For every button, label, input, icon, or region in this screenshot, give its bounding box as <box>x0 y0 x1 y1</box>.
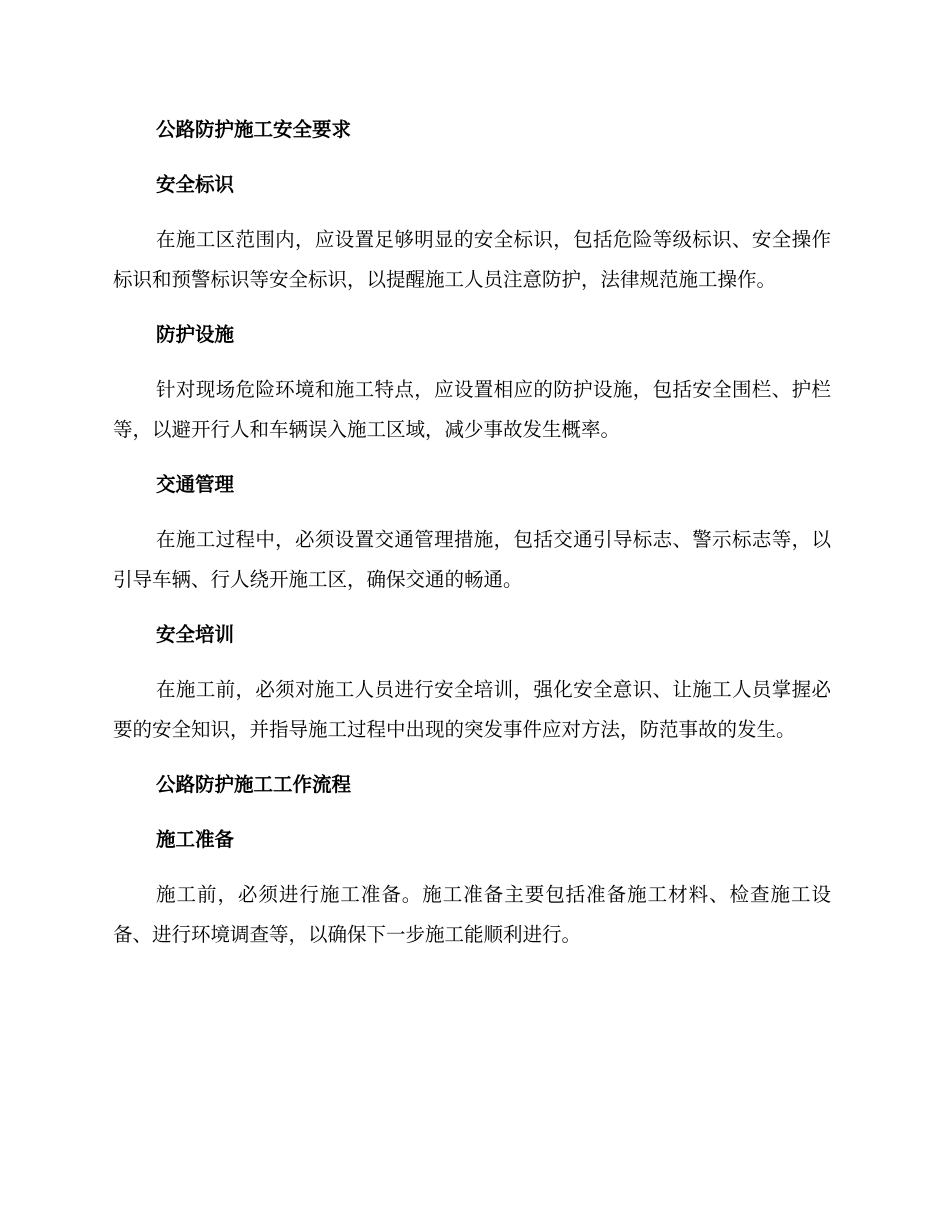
heading-safety-requirements: 公路防护施工安全要求 <box>156 118 352 141</box>
para-traffic-management: 在施工过程中，必须设置交通管理措施，包括交通引导标志、警示标志等，以引导车辆、行人绕开施工区，确保交通的畅通。 <box>113 528 831 591</box>
para-construction-prep: 施工前，必须进行施工准备。施工准备主要包括准备施工材料、检查施工设备、进行环境调查等，以确保下一步施工能顺利进行。 <box>113 883 831 946</box>
para-protective-facilities: 针对现场危险环境和施工特点，应设置相应的防护设施，包括安全围栏、护栏等，以避开行人和车辆误入施工区域，减少事故发生概率。 <box>113 378 831 441</box>
document-page <box>113 110 831 970</box>
heading-workflow: 公路防护施工工作流程 <box>156 773 352 796</box>
para-safety-signs: 在施工区范围内，应设置足够明显的安全标识，包括危险等级标识、安全操作标识和预警标识等安全标识，以提醒施工人员注意防护，法律规范施工操作。 <box>113 228 831 291</box>
heading-safety-training: 安全培训 <box>156 623 235 646</box>
heading-protective-facilities: 防护设施 <box>156 323 235 346</box>
heading-traffic-management: 交通管理 <box>156 473 235 496</box>
para-safety-training: 在施工前，必须对施工人员进行安全培训，强化安全意识、让施工人员掌握必要的安全知识，并指导施工过程中出现的突发事件应对方法，防范事故的发生。 <box>113 678 831 741</box>
heading-construction-prep: 施工准备 <box>156 828 235 851</box>
heading-safety-signs: 安全标识 <box>156 173 235 196</box>
